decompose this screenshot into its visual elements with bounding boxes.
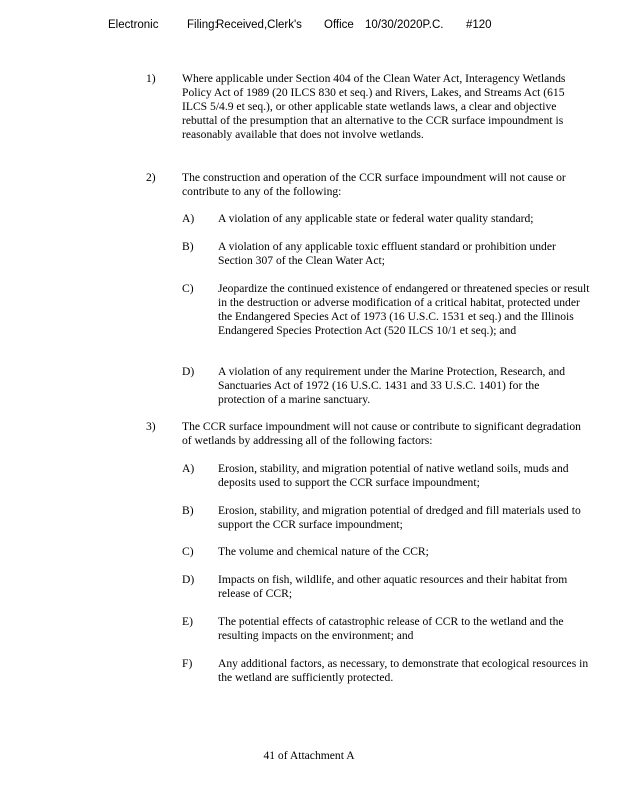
sub-item-text: Any additional factors, as necessary, to demonstrate that ecological resources in the wetland are sufficiently protected. [218, 657, 589, 684]
header-date: 10/30/2020P.C. [365, 19, 444, 31]
header-filing: Filing: [187, 19, 218, 31]
sub-item-text: A violation of any requirement under the Marine Protection, Research, and Sanctuaries Act of 1972 (16 U.S.C. 1431 and 33 U.S.C. 1401) for the protection of a marine sanctuary. [218, 365, 566, 406]
sub-item-text: The volume and chemical nature of the CCR; [218, 545, 429, 558]
sub-item-letter: C) [182, 545, 194, 558]
sub-item-letter: A) [182, 462, 195, 475]
sub-item-letter: B) [182, 504, 194, 517]
item-text: The CCR surface impoundment will not cause or contribute to significant degradation of wetlands by addressing all of the following factors: [182, 420, 581, 447]
sub-item-letter: D) [182, 573, 195, 586]
item-number: 2) [146, 171, 156, 184]
item-number: 1) [146, 72, 156, 85]
page-footer: 41 of Attachment A [263, 749, 355, 762]
header-received: Received,Clerk's [216, 19, 302, 31]
sub-item-letter: B) [182, 240, 194, 253]
header-office: Office [324, 19, 354, 31]
header-number: #120 [466, 19, 492, 31]
item-number: 3) [146, 420, 156, 433]
sub-item-letter: D) [182, 365, 195, 378]
sub-item-text: A violation of any applicable toxic effluent standard or prohibition under Section 307 of the Clean Water Act; [218, 240, 556, 267]
sub-item-text: Erosion, stability, and migration potential of dredged and fill materials used to support the CCR surface impoundment; [218, 504, 581, 531]
sub-item-letter: F) [182, 657, 193, 670]
sub-item-letter: E) [182, 615, 193, 628]
item-text: Where applicable under Section 404 of the Clean Water Act, Interagency Wetlands Policy Act of 1989 (20 ILCS 830 et seq.) and Rivers, Lakes, and Streams Act (615 ILCS 5/4.9 et seq.), or other applicable state wetlands laws, a clear and objective rebuttal of the presumption that an alternative to the CCR surface impoundment is reasonably available that does not involve wetlands. [182, 72, 566, 141]
sub-item-letter: C) [182, 282, 194, 295]
sub-item-text: A violation of any applicable state or federal water quality standard; [218, 212, 534, 225]
sub-item-text: The potential effects of catastrophic release of CCR to the wetland and the resulting impacts on the environment; and [218, 615, 564, 642]
item-text: The construction and operation of the CCR surface impoundment will not cause or contribute to any of the following: [182, 171, 566, 198]
sub-item-text: Jeopardize the continued existence of endangered or threatened species or result in the destruction or adverse modification of a critical habitat, protected under the Endangered Species Act of 1973 (16 U.S.C. 1531 et seq.) and the Illinois Endangered Species Protection Act (520 ILCS 10/1 et seq.); and [218, 282, 590, 337]
sub-item-text: Impacts on fish, wildlife, and other aquatic resources and their habitat from release of CCR; [218, 573, 568, 600]
header-electronic: Electronic [108, 19, 159, 31]
sub-item-letter: A) [182, 212, 195, 225]
sub-item-text: Erosion, stability, and migration potential of native wetland soils, muds and deposits used to support the CCR surface impoundment; [218, 462, 569, 489]
